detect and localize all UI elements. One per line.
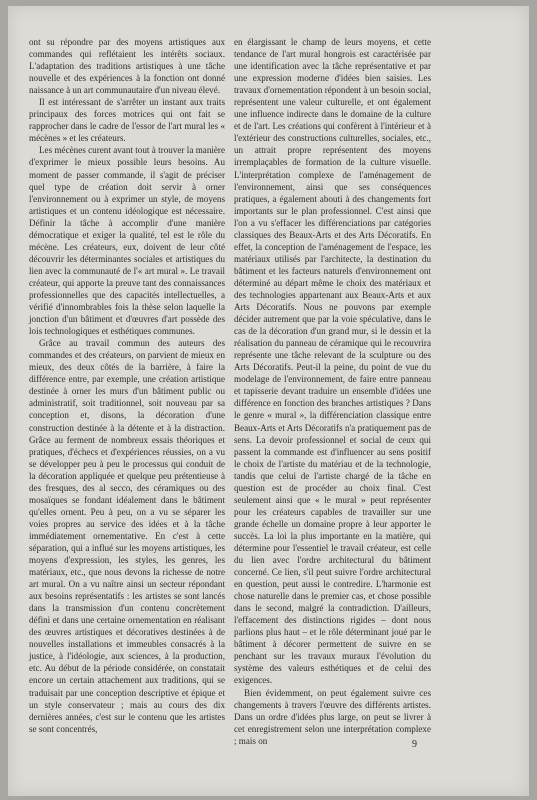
paragraph: ont su répondre par des moyens artistiques aux commandes qui reflétaient les intérêts sociaux. L'adaptation des traditions artistiques à une tâche nouvelle et des expériences à la fonction ont donné naissance à un art communautaire d'un niveau élevé. — [29, 37, 225, 96]
right-text-column — [234, 36, 431, 747]
paragraph: en élargissant le champ de leurs moyens, et cette tendance de l'art mural hongrois est caractérisée par une identification avec la tâche représentative et par une expression moderne d'idées bien saisies. Les travaux d'ornementation répondent à un besoin social, représentent une valeur culturelle, et ont également une influence indirecte dans le domaine de la culture et de l'art. Les créations qui confèrent à l'intérieur et à l'extérieur des constructions culturelles, sociales, etc., un attrait propre représentent des moyens irremplaçables de formation de la culture visuelle. L'interprétation complexe de l'aménagement de l'environnement, ainsi que ses conséquences pratiques, a également abouti à des changements fort importants sur le plan professionnel. C'est ainsi que l'on a vu s'effacer les différenciations par catégories classiques des Beaux-Arts et des Arts Décoratifs. En effet, la conception de l'aménagement de l'espace, les matériaux utilisés par l'architecte, la destination du bâtiment et les facteurs naturels d'environnement ont déterminé au départ même le choix des matériaux et des technologies appartenant aux Beaux-Arts et aux Arts Décoratifs. Nous ne pouvons par exemple décider autrement que par la voie spéculative, dans le cas de la décoration d'un grand mur, si le dessin et la réalisation du panneau de céramique qui le recouvrira représente une tâche relevant de la sculpture ou des Arts Décoratifs. Peut-il la peine, du point de vue du modelage de l'environnement, de faire entre panneau et tapisserie devant traduire un ensemble d'idées une différence en fonction des branches artistiques ? Dans le genre « mural », la différenciation classique entre Beaux-Arts et Arts Décoratifs n'a pratiquement pas de sens. La devoir professionnel et social de ceux qui passent la commande est d'influencer au sens positif le choix de l'artiste du matériau et de la technologie, tandis que celui de l'artiste chargé de la tâche en question est de procéder au choix final. C'est seulement ainsi que « le mural » peut représenter pour les créateurs capables de travailler sur une grande échelle un domaine propre à leur apporter le succès. La loi la plus importante en la matière, qui détermine pour l'essentiel le travail créateur, est celle du lien avec l'ordre architectural du bâtiment concerné. Ce lien, s'il peut suivre l'ordre architectural en question, peut aussi le contredire. L'harmonie est chose naturelle dans le premier cas, et chose possible dans le second, malgré la contradiction. D'ailleurs, l'effacement des distinctions rigides – dont nous parlions plus haut – et le rôle déterminant joué par le bâtiment à décorer permettent de suivre en se penchant sur les travaux muraux l'évolution du système des valeurs esthétiques et de celui des exigences. — [234, 37, 431, 686]
paragraph: Les mécènes curent avant tout à trouver la manière d'exprimer le mieux possible leurs besoins. Au moment de passer commande, il s'agit de préciser quel type de création doit servir à orner l'environnement ou à exprimer un style, de moyens artistiques et un contenu idéologique est nécessaire. Définir la tâche à accomplir d'une manière démocratique et exiger la qualité, tel est le rôle du mécène. Les créateurs, eux, doivent de leur côté découvrir les déterminantes sociales et artistiques du lien avec la communauté de l'« art mural ». Le travail créateur, qui apporte la preuve tant des connaissances professionnelles que des capacités intellectuelles, a vérifié d'innombrables fois la thèse selon laquelle la jonction d'un bâtiment et d'œuvres d'art possède des lois technologiques et esthétiques communes. — [29, 145, 225, 337]
page-number: 9 — [412, 739, 417, 750]
paragraph: Il est intéressant de s'arrêter un instant aux traits principaux des forces motrices qui ont fait se rapprocher dans le cadre de l'essor de l'art mural les « mécènes » et les créateurs. — [29, 97, 225, 144]
paragraph: Bien évidemment, on peut également suivre ces changements à travers l'œuvre des différents artistes. Dans un ordre d'idées plus large, on peut se livrer à cet enregistrement selon une interprétation complexe ; mais on — [234, 687, 431, 746]
left-text-column — [29, 36, 225, 735]
paragraph: Grâce au travail commun des auteurs des commandes et des créateurs, on parvient de mieux en mieux, des deux côtés de la barrière, à faire la différence entre, par exemple, une création artistique destinée à orner les murs d'un bâtiment public ou administratif, soit traditionnel, soit nouveau par sa conception et, disons, la décoration d'une construction destinée à la détente et à la distraction. Grâce au ferment de nombreux essais théoriques et pratiques, d'échecs et d'expériences réussies, on a vu se développer peu à peu le processus qui conduit de la décoration appliquée et quelque peu prétentieuse à des fresques, des al secco, des céramiques ou des mosaïques se fondant idéalement dans le bâtiment qu'elles ornent. Peu à peu, on a vu se séparer les voies propres au service des idées et à la tâche immédiatement ornementative. En c'est à cette séparation, qui a influé sur les moyens artistiques, les moyens d'expression, les styles, les genres, les matériaux, etc., que nous devons la richesse de notre art mural. On a vu naître ainsi un secteur répondant aux besoins représentatifs : les artistes se sont lancés dans la transmission d'un contenu concrètement défini et dans une certaine ornementation en réalisant des œuvres artistiques et décoratives destinées à de nouvelles installations et immeubles consacrés à la justice, à l'idéologie, aux sciences, à la production, etc. Au début de la période considérée, on constatait encore un certain attachement aux traditions, qui se traduisait par une conception descriptive et épique et un style conservateur ; mais au cours des dix dernières années, c'est sur le contenu que les artistes se sont concentrés, — [29, 338, 225, 734]
book-page — [8, 6, 529, 796]
